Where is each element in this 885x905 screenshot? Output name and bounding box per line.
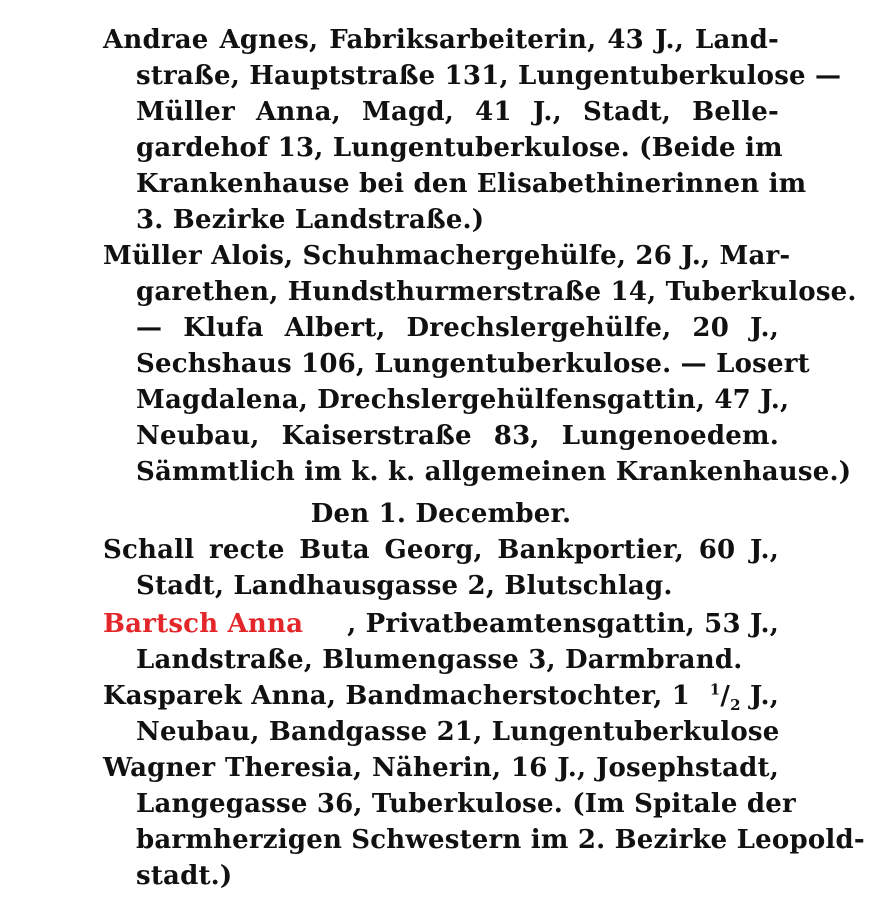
entry-line: Neubau, Bandgasse 21, Lungentuberkulose	[136, 717, 780, 747]
entry-line: barmherzigen Schwestern im 2. Bezirke Leopold-	[136, 825, 865, 855]
entry-line: gardehof 13, Lungentuberkulose. (Beide im	[136, 133, 783, 163]
entry-line: Müller Alois, Schuhmachergehülfe, 26 J., Mar-	[103, 241, 791, 271]
fraction-numerator: 1	[709, 680, 721, 699]
entry-line: Krankenhause bei den Elisabethinerinnen im	[136, 169, 807, 199]
entry-line: 3. Bezirke Landstraße.)	[136, 205, 485, 235]
fraction: $^1/_2$ J.,	[709, 680, 779, 715]
date-heading: Den 1. December.	[310, 499, 572, 529]
fraction-denominator: 2	[730, 696, 741, 715]
entry-line: Wagner Theresia, Näherin, 16 J., Josephstadt,	[103, 753, 779, 783]
entry-line: straße, Hauptstraße 131, Lungentuberkulose —	[136, 61, 842, 91]
entry-line: Müller Anna, Magd, 41 J., Stadt, Belle-	[136, 97, 779, 127]
entry-line: garethen, Hundsthurmerstraße 14, Tuberkulose.	[136, 277, 857, 307]
entry-line: Neubau, Kaiserstraße 83, Lungenoedem.	[136, 421, 779, 451]
entry-line	[103, 606, 779, 642]
entry-line: Andrae Agnes, Fabriksarbeiterin, 43 J., Land-	[103, 25, 779, 55]
entry-line: Sechshaus 106, Lungentuberkulose. — Losert	[136, 349, 810, 379]
highlighted-name: Bartsch Anna	[103, 609, 304, 639]
entry-line: Langegasse 36, Tuberkulose. (Im Spitale der	[136, 789, 796, 819]
entry-line: Schall recte Buta Georg, Bankportier, 60 J.,	[103, 535, 779, 565]
entry-line	[103, 678, 779, 714]
entry-line: — Klufa Albert, Drechslergehülfe, 20 J.,	[136, 313, 779, 343]
entry-line: Landstraße, Blumengasse 3, Darmbrand.	[136, 645, 743, 675]
entry-line: Stadt, Landhausgasse 2, Blutschlag.	[136, 571, 673, 601]
entry-text: Kasparek Anna, Bandmacherstochter, 1	[103, 681, 691, 711]
entry-text: , Privatbeamtensgattin, 53 J.,	[347, 609, 779, 639]
entry-line: Sämmtlich im k. k. allgemeinen Krankenhause.)	[136, 457, 852, 487]
entry-text: J.,	[740, 681, 779, 711]
entry-line: stadt.)	[136, 861, 233, 891]
entry-line: Magdalena, Drechslergehülfensgattin, 47 J.,	[136, 385, 790, 415]
